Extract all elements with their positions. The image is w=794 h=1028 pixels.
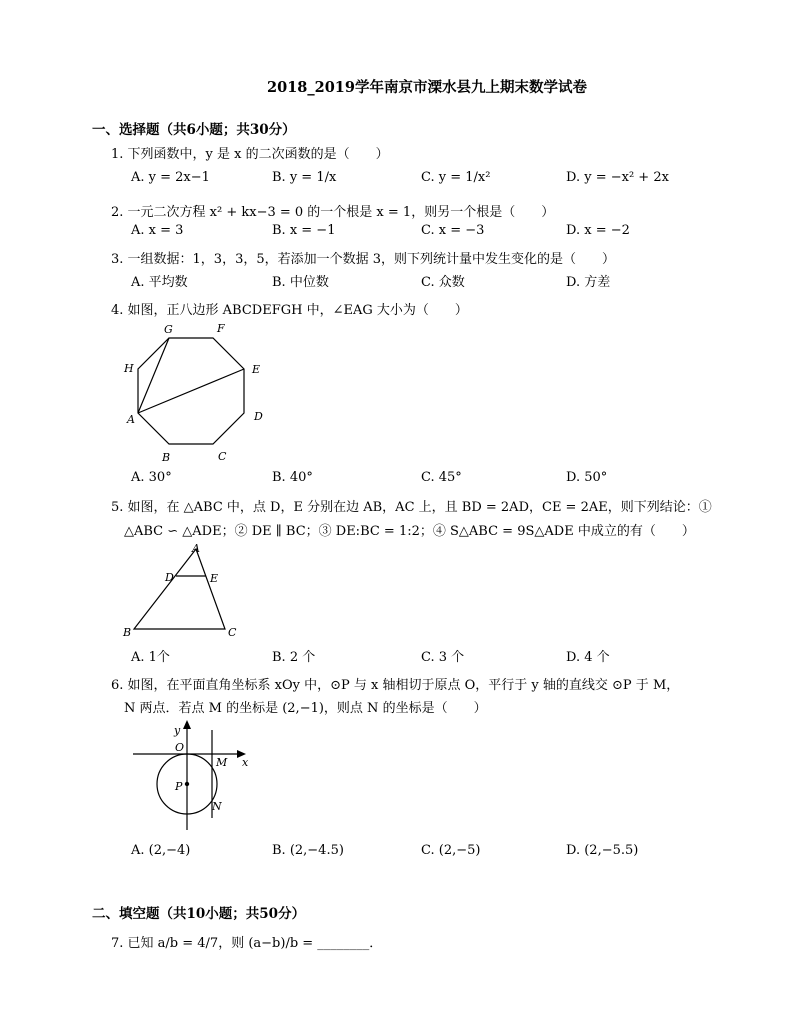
label-a: A xyxy=(192,542,200,555)
question-6-option-b: B. (2,−4.5) xyxy=(272,843,344,858)
question-4-option-a: A. 30° xyxy=(131,470,172,485)
triangle-figure xyxy=(118,540,248,642)
label-a: A xyxy=(127,413,135,426)
triangle-abc xyxy=(134,549,225,629)
question-5-stem: 5. 如图，在 △ABC 中，点 D，E 分别在边 AB，AC 上，且 BD = 2AD，CE = 2AE，则下列结论：① xyxy=(111,500,712,515)
question-3-option-a: A. 平均数 xyxy=(131,275,188,290)
octagon-figure xyxy=(118,318,278,466)
question-1-option-a: A. y = 2x−1 xyxy=(131,170,210,185)
question-6-option-c: C. (2,−5) xyxy=(421,843,481,858)
question-6-stem-line-2: N 两点．若点 M 的坐标是 (2,−1)，则点 N 的坐标是（ ） xyxy=(124,701,487,716)
label-o: O xyxy=(175,741,185,754)
question-4-option-d: D. 50° xyxy=(566,470,608,485)
question-5-option-c: C. 3 个 xyxy=(421,650,465,665)
label-p: P xyxy=(175,780,183,793)
question-6-option-d: D. (2,−5.5) xyxy=(566,843,639,858)
label-f: F xyxy=(217,322,225,335)
question-5-option-d: D. 4 个 xyxy=(566,650,610,665)
question-3-option-d: D. 方差 xyxy=(566,275,611,290)
label-h: H xyxy=(124,362,134,375)
label-e: E xyxy=(252,363,261,376)
question-4-option-b: B. 40° xyxy=(272,470,313,485)
question-3-stem: 3. 一组数据：1，3，3，5，若添加一个数据 3，则下列统计量中发生变化的是（ ） xyxy=(111,252,616,267)
label-n: N xyxy=(212,800,222,813)
question-5-option-b: B. 2 个 xyxy=(272,650,316,665)
label-d: D xyxy=(254,410,263,423)
question-3-option-b: B. 中位数 xyxy=(272,275,329,290)
label-b: B xyxy=(123,626,132,639)
label-d: D xyxy=(165,571,174,584)
question-5-stem-line-2: △ABC ∽ △ADE；② DE ∥ BC；③ DE:BC = 1:2；④ S△ABC = 9S△ADE 中成立的有（ ） xyxy=(124,524,695,539)
question-1-option-c: C. y = 1/x² xyxy=(421,170,491,185)
question-3-option-c: C. 众数 xyxy=(421,275,465,290)
question-6-stem: 6. 如图，在平面直角坐标系 xOy 中，⊙P 与 x 轴相切于原点 O，平行于 y 轴的直线交 ⊙P 于 M， xyxy=(111,678,680,693)
question-1-option-d: D. y = −x² + 2x xyxy=(566,170,669,185)
label-x: x xyxy=(242,756,249,769)
label-c: C xyxy=(228,626,237,639)
coordinate-circle-figure xyxy=(120,718,260,834)
question-7-stem: 7. 已知 a/b = 4/7，则 (a−b)/b = ________． xyxy=(111,936,383,951)
question-4-stem: 4. 如图，正八边形 ABCDEFGH 中，∠EAG 大小为（ ） xyxy=(111,303,468,318)
question-2-stem: 2. 一元二次方程 x² + kx−3 = 0 的一个根是 x = 1，则另一个根是（ ） xyxy=(111,205,555,220)
question-2-option-b: B. x = −1 xyxy=(272,223,336,238)
center-point-p xyxy=(185,782,189,786)
question-4-option-c: C. 45° xyxy=(421,470,462,485)
label-e: E xyxy=(210,572,219,585)
y-axis-arrow xyxy=(183,720,191,729)
section-fill-heading: 二、填空题（共10小题；共50分） xyxy=(92,906,306,922)
question-6-option-a: A. (2,−4) xyxy=(131,843,191,858)
label-g: G xyxy=(164,323,173,336)
question-1-option-b: B. y = 1/x xyxy=(272,170,337,185)
question-2-option-c: C. x = −3 xyxy=(421,223,485,238)
section-choice-heading: 一、选择题（共6小题；共30分） xyxy=(92,122,296,138)
question-2-option-d: D. x = −2 xyxy=(566,223,630,238)
question-1-stem: 1. 下列函数中，y 是 x 的二次函数的是（ ） xyxy=(111,147,389,162)
question-5-option-a: A. 1个 xyxy=(131,650,170,665)
label-c: C xyxy=(218,450,227,463)
label-m: M xyxy=(216,756,228,769)
question-2-option-a: A. x = 3 xyxy=(131,223,184,238)
label-y: y xyxy=(174,724,181,737)
label-b: B xyxy=(162,451,171,464)
page-title: 2018_2019学年南京市溧水县九上期末数学试卷 xyxy=(267,79,587,96)
